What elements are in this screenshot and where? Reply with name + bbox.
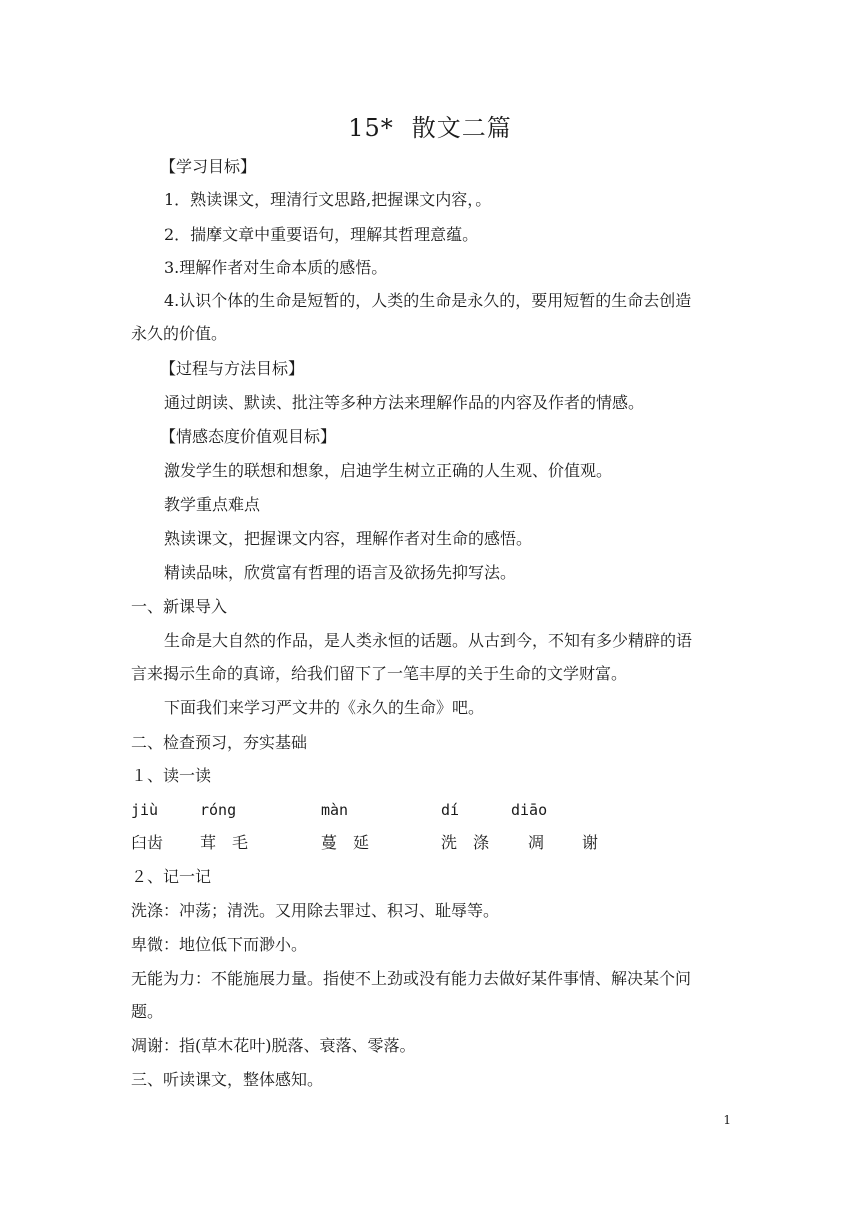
pinyin-label: róng xyxy=(200,801,237,819)
objective-item: 1．熟读课文，理清行文思路,把握课文内容，。 xyxy=(164,190,492,209)
objective-item: 3.理解作者对生命本质的感悟。 xyxy=(164,258,388,277)
page-title xyxy=(0,112,860,144)
vocab-word: 洗涤 xyxy=(441,833,506,852)
intro-paragraph-line: 言来揭示生命的真谛，给我们留下了一笔丰厚的关于生命的文学财富。 xyxy=(131,664,628,683)
section-heading: 二、检查预习，夯实基础 xyxy=(131,733,308,752)
key-points-heading: 教学重点难点 xyxy=(164,495,261,514)
pinyin-label: jiù xyxy=(131,801,159,819)
section-heading: 一、新课导入 xyxy=(131,597,228,616)
definition: 无能为力：不能施展力量。指使不上劲或没有能力去做好某件事情、解决某个问 xyxy=(131,969,692,988)
emotion-heading: 【情感态度价值观目标】 xyxy=(160,427,337,446)
key-point-item: 熟读课文，把握课文内容，理解作者对生命的感悟。 xyxy=(164,529,533,548)
definition: 卑微：地位低下而渺小。 xyxy=(131,935,308,954)
vocab-word: 臼齿 xyxy=(131,833,164,852)
title-text: 散文二篇 xyxy=(411,114,512,142)
pinyin-label: diāo xyxy=(511,801,548,819)
vocab-word: 茸毛 xyxy=(200,833,265,852)
vocab-word: 谢 xyxy=(582,833,599,852)
subsection-heading: １、读一读 xyxy=(131,766,212,785)
process-text: 通过朗读、默读、批注等多种方法来理解作品的内容及作者的情感。 xyxy=(164,393,645,412)
intro-paragraph: 下面我们来学习严文井的《永久的生命》吧。 xyxy=(164,698,485,717)
page-number: 1 xyxy=(723,1113,731,1127)
objectives-heading: 【学习目标】 xyxy=(160,157,257,176)
emotion-text: 激发学生的联想和想象，启迪学生树立正确的人生观、价值观。 xyxy=(164,461,613,480)
pinyin-label: dí xyxy=(441,801,460,819)
objective-item-continued: 永久的价值。 xyxy=(131,324,228,343)
key-point-item: 精读品味，欣赏富有哲理的语言及欲扬先抑写法。 xyxy=(164,563,517,582)
subsection-heading: ２、记一记 xyxy=(131,867,212,886)
section-heading: 三、听读课文，整体感知。 xyxy=(131,1070,324,1089)
title-number: 15* xyxy=(348,114,394,142)
intro-paragraph-line: 生命是大自然的作品，是人类永恒的话题。从古到今，不知有多少精辟的语 xyxy=(164,631,693,650)
definition-continued: 题。 xyxy=(131,1002,164,1021)
objective-item: 2．揣摩文章中重要语句，理解其哲理意蕴。 xyxy=(164,225,479,244)
vocab-word: 凋 xyxy=(528,833,545,852)
objective-item: 4.认识个体的生命是短暂的，人类的生命是永久的，要用短暂的生命去创造 xyxy=(164,291,692,310)
vocab-word: 蔓延 xyxy=(321,833,386,852)
pinyin-label: màn xyxy=(321,801,349,819)
process-heading: 【过程与方法目标】 xyxy=(160,359,305,378)
definition: 洗涤：冲荡；清洗。又用除去罪过、积习、耻辱等。 xyxy=(131,901,500,920)
definition: 凋谢：指(草木花叶)脱落、衰落、零落。 xyxy=(131,1036,416,1055)
